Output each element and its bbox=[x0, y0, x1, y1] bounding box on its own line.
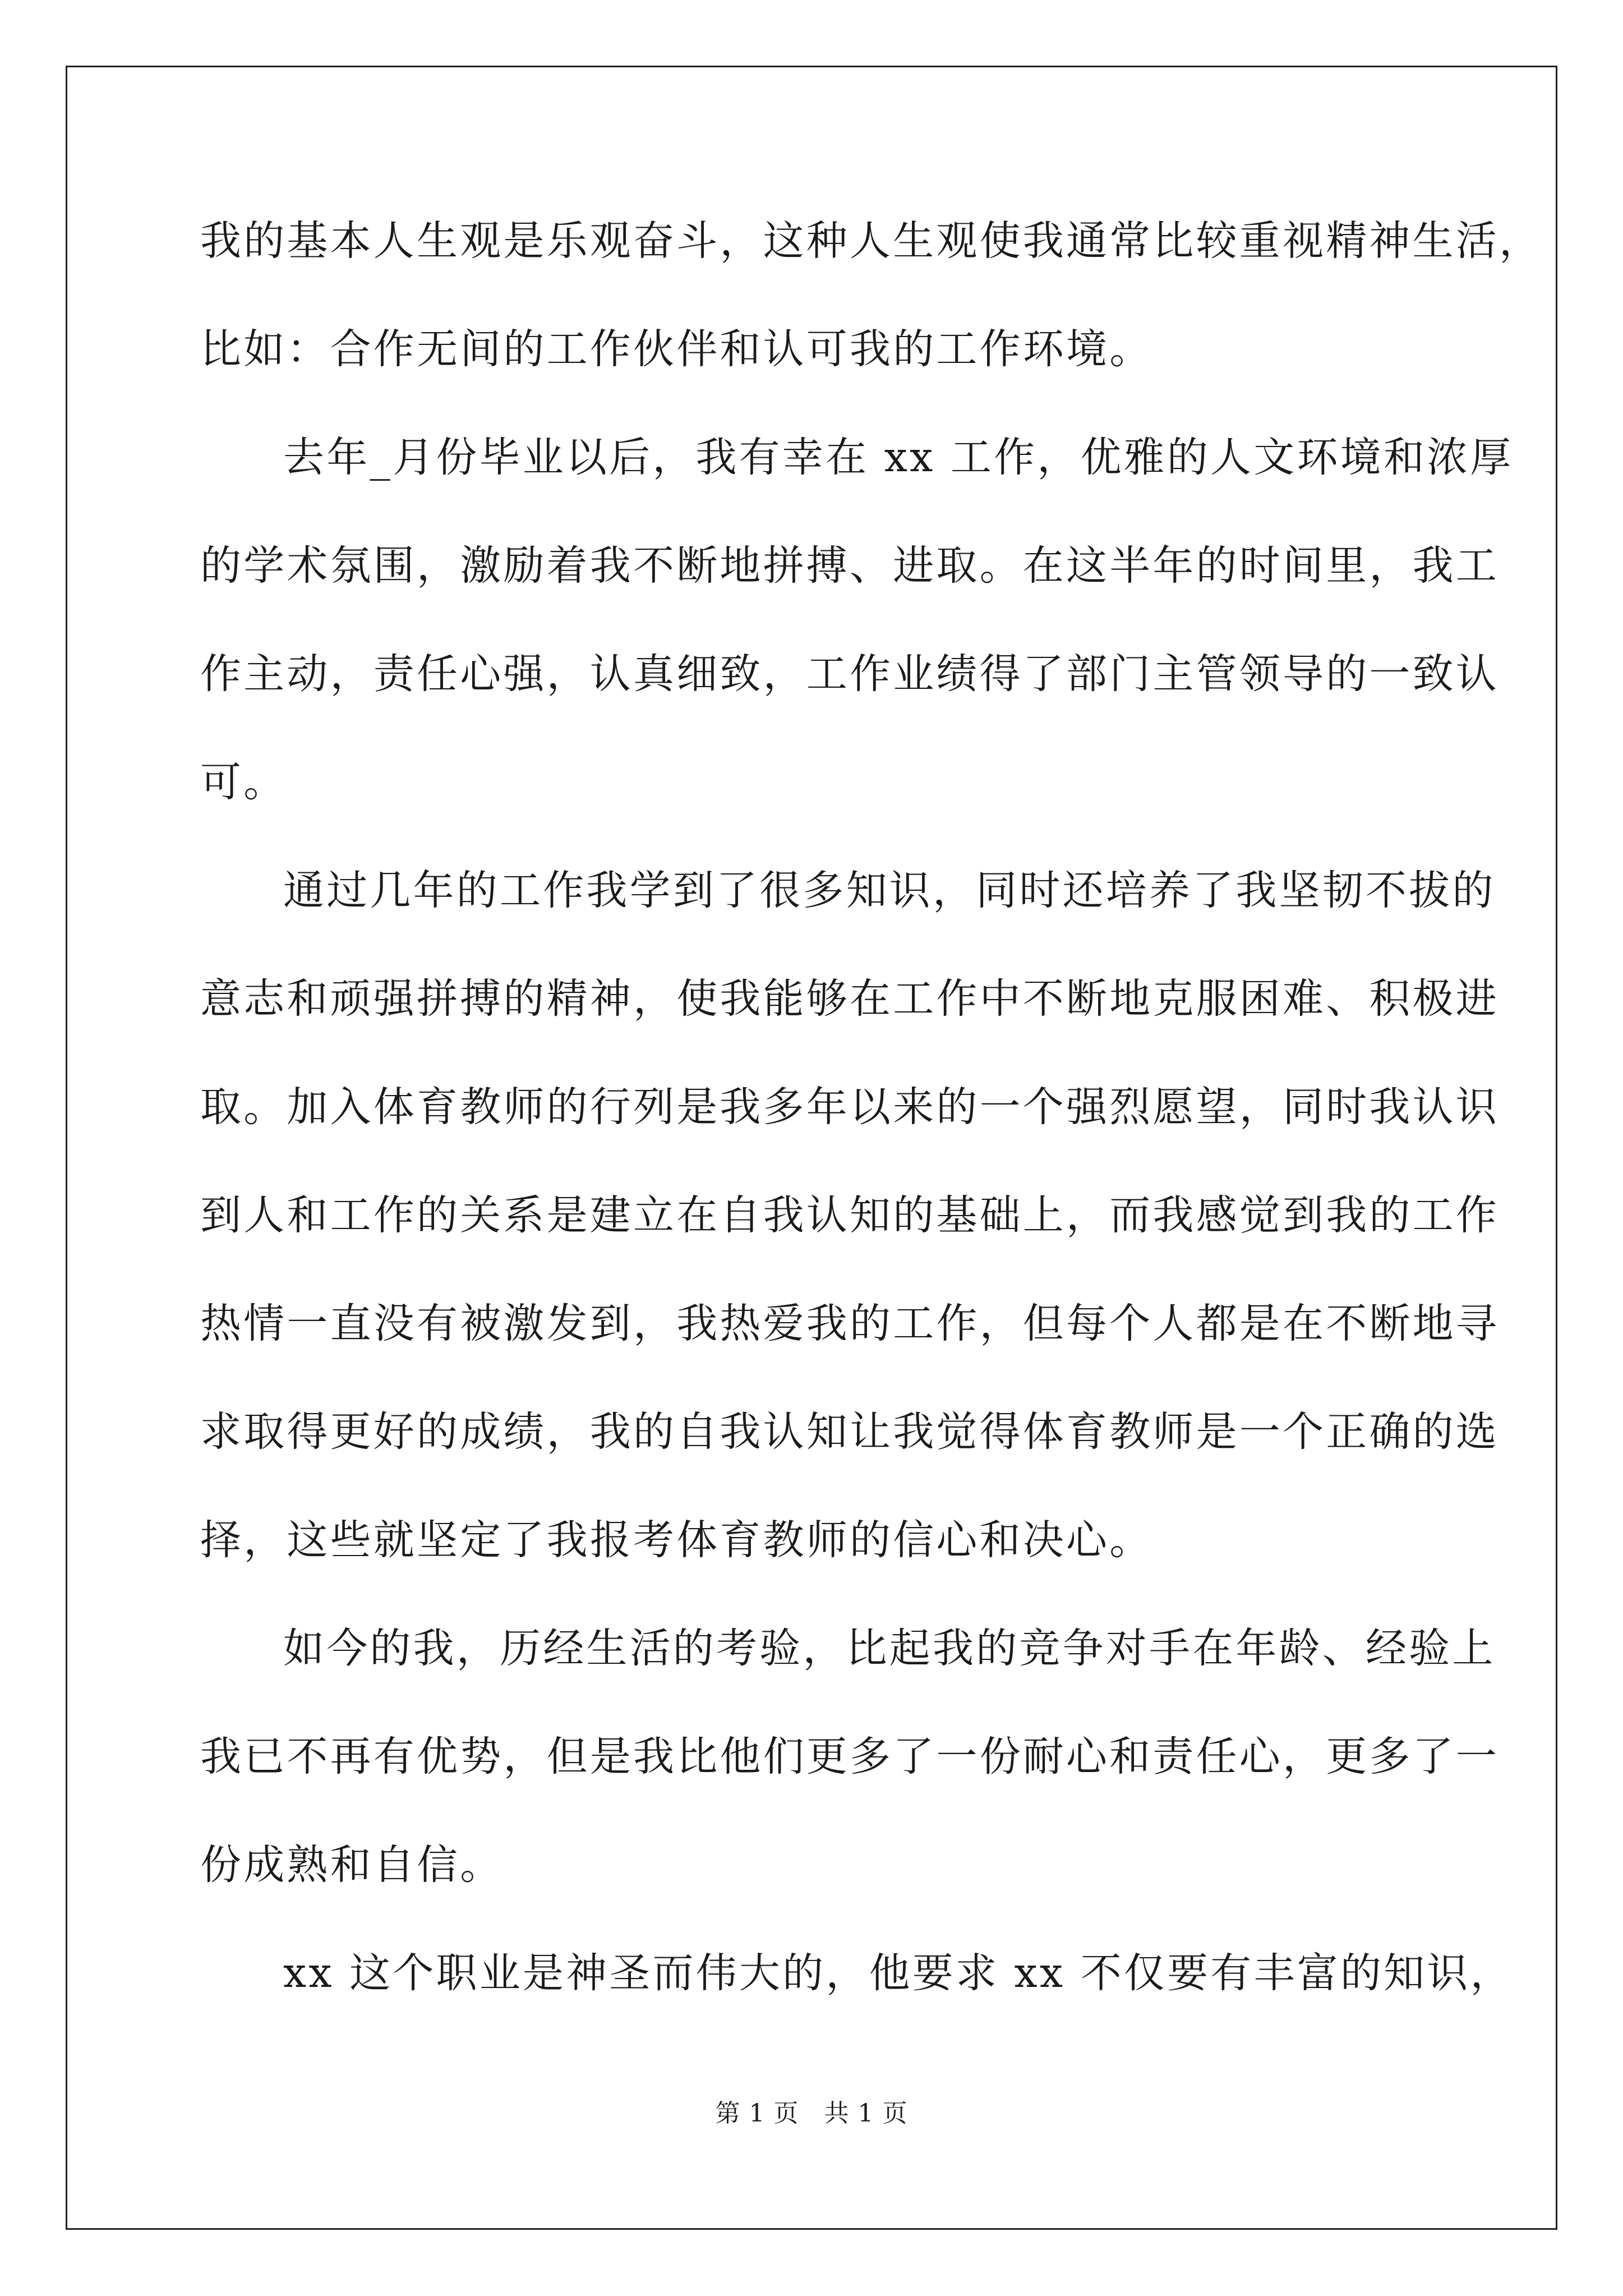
text-line: 我的基本人生观是乐观奋斗，这种人生观使我通常比较重视精神生活， bbox=[200, 217, 1543, 265]
paragraph-first-line: xx 这个职业是神圣而伟大的，他要求 xx 不仅要有丰富的知识， bbox=[283, 1949, 1514, 1997]
text-line: 取。加入体育教师的行列是我多年以来的一个强烈愿望，同时我认识 bbox=[200, 1083, 1499, 1131]
page-total: 共 1 页 bbox=[824, 2099, 908, 2128]
text-line: 到人和工作的关系是建立在自我认知的基础上，而我感觉到我的工作 bbox=[200, 1191, 1499, 1239]
text-line: 份成熟和自信。 bbox=[200, 1841, 504, 1889]
text-line: 作主动，责任心强，认真细致，工作业绩得了部门主管领导的一致认 bbox=[200, 650, 1499, 698]
page-number: 第 1 页 bbox=[715, 2099, 799, 2128]
paragraph-first-line: 去年_月份毕业以后，我有幸在 xx 工作，优雅的人文环境和浓厚 bbox=[283, 434, 1514, 481]
text-line: 择，这些就坚定了我报考体育教师的信心和决心。 bbox=[200, 1516, 1153, 1564]
paragraph-first-line: 如今的我，历经生活的考验，比起我的竞争对手在年龄、经验上 bbox=[283, 1625, 1496, 1672]
document-body bbox=[200, 215, 1543, 1999]
text-line: 意志和顽强拼搏的精神，使我能够在工作中不断地克服困难、积极进 bbox=[200, 975, 1499, 1023]
text-line: 求取得更好的成绩，我的自我认知让我觉得体育教师是一个正确的选 bbox=[200, 1408, 1499, 1456]
text-line: 比如：合作无间的工作伙伴和认可我的工作环境。 bbox=[200, 325, 1153, 373]
paragraph-first-line: 通过几年的工作我学到了很多知识，同时还培养了我坚韧不拔的 bbox=[283, 867, 1496, 914]
text-line: 热情一直没有被激发到，我热爱我的工作，但每个人都是在不断地寻 bbox=[200, 1300, 1499, 1347]
text-line: 的学术氛围，激励着我不断地拼搏、进取。在这半年的时间里，我工 bbox=[200, 542, 1499, 590]
page-footer bbox=[0, 2098, 1623, 2129]
text-line: 我已不再有优势，但是我比他们更多了一份耐心和责任心，更多了一 bbox=[200, 1733, 1499, 1780]
text-line: 可。 bbox=[200, 758, 287, 806]
